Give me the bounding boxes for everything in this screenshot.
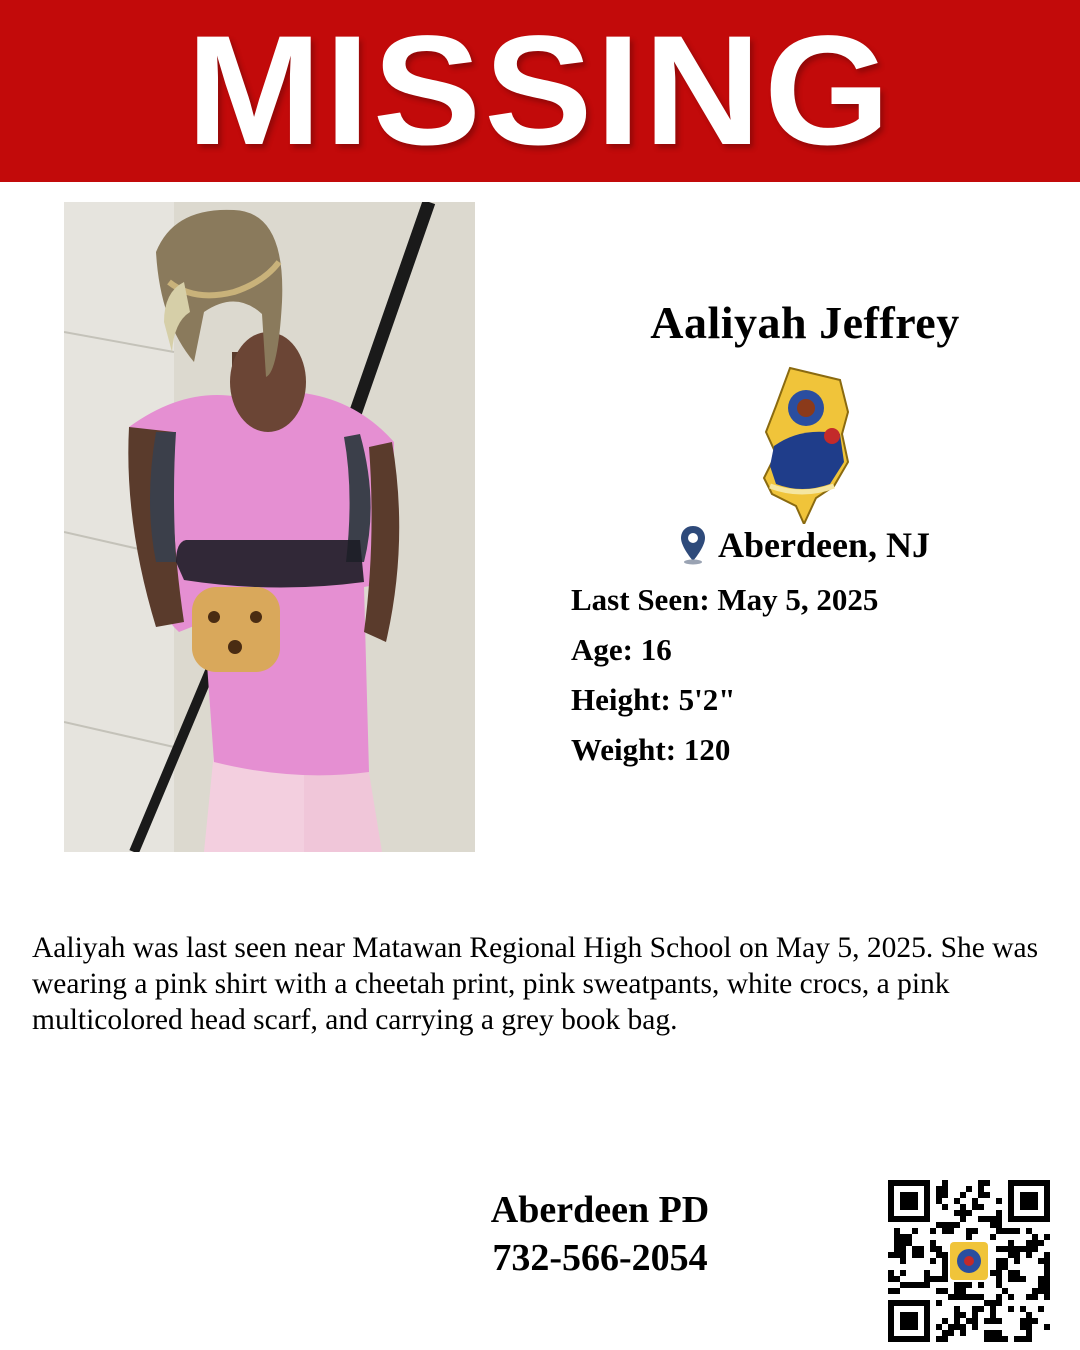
contact-block — [452, 1186, 748, 1282]
new-jersey-state-seal-icon — [762, 366, 852, 524]
height-label: Height: — [571, 682, 671, 717]
last-seen-value: May 5, 2025 — [717, 582, 879, 617]
person-photo — [64, 202, 475, 852]
contact-agency: Aberdeen PD — [490, 1189, 710, 1231]
weight-label: Weight: — [571, 732, 677, 767]
banner-title: MISSING — [186, 4, 894, 178]
age-label: Age: — [571, 632, 633, 667]
height-line — [571, 680, 878, 730]
qr-code-icon[interactable] — [888, 1180, 1050, 1342]
location-text: Aberdeen, NJ — [718, 525, 930, 565]
last-seen-label: Last Seen: — [571, 582, 710, 617]
contact-phone[interactable]: 732-566-2054 — [492, 1237, 708, 1279]
height-value: 5'2" — [678, 682, 736, 717]
details-list — [571, 580, 878, 780]
map-pin-icon — [680, 525, 706, 565]
description-text: Aaliyah was last seen near Matawan Regional High School on May 5, 2025. She was wearing a pink shirt with a cheetah print, pink sweatpants, white crocs, a pink multicolored head scarf, and carrying a grey book bag. — [32, 932, 1039, 1036]
last-seen-line — [571, 580, 878, 630]
missing-banner — [0, 0, 1080, 182]
location-row — [560, 524, 1050, 566]
age-line — [571, 630, 878, 680]
weight-line — [571, 730, 878, 780]
weight-value: 120 — [683, 732, 731, 767]
person-name: Aaliyah Jeffrey — [650, 297, 960, 348]
age-value: 16 — [640, 632, 672, 667]
